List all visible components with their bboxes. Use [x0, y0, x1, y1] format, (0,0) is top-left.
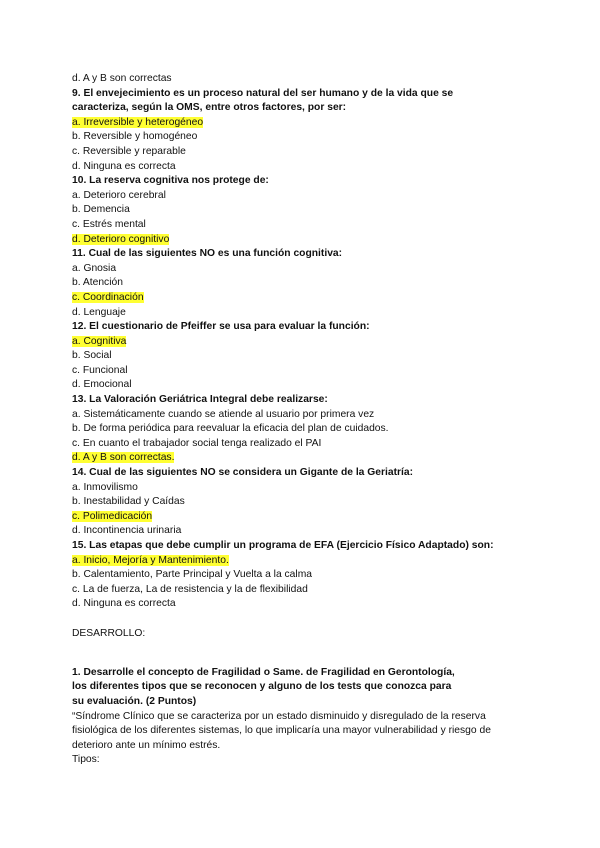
intro-answer-line: d. A y B son correctas	[72, 73, 172, 84]
answer-text: a. Gnosia	[72, 262, 117, 274]
answer-option	[72, 335, 560, 350]
development-question-line: su evaluación. (2 Puntos)	[72, 695, 197, 707]
answer-option	[72, 218, 560, 233]
highlighted-answer: a. Inicio, Mejoría y Mantenimiento.	[72, 554, 229, 566]
answer-option	[72, 524, 560, 539]
answer-option	[72, 554, 560, 569]
answer-text: c. La de fuerza, La de resistencia y la de flexibilidad	[72, 583, 308, 595]
highlighted-answer: d. A y B son correctas.	[72, 452, 175, 464]
answer-option	[72, 160, 560, 175]
answer-text: c. En cuanto el trabajador social tenga realizado el PAI	[72, 437, 322, 449]
answer-option	[72, 262, 560, 277]
highlighted-answer: c. Coordinación	[72, 291, 144, 303]
answer-text: d. Emocional	[72, 379, 132, 391]
answer-text: b. Atención	[72, 277, 123, 289]
answer-option	[72, 422, 560, 437]
answer-option	[72, 349, 560, 364]
answer-option	[72, 583, 560, 598]
development-question	[72, 666, 560, 710]
answer-text: c. Reversible y reparable	[72, 145, 186, 157]
question-title: 9. El envejecimiento es un proceso natural del ser humano y de la vida que se	[72, 87, 454, 99]
answer-text: b. De forma periódica para reevaluar la eficacia del plan de cuidados.	[72, 423, 389, 435]
answer-text: b. Inestabilidad y Caídas	[72, 496, 185, 508]
answer-option	[72, 597, 560, 612]
question-block	[72, 87, 560, 175]
answer-text: d. Incontinencia urinaria	[72, 525, 182, 537]
answer-option	[72, 408, 560, 423]
answer-option	[72, 437, 560, 452]
question-title: 12. El cuestionario de Pfeiffer se usa para evaluar la función:	[72, 321, 370, 333]
question-title: 14. Cual de las siguientes NO se considera un Gigante de la Geriatría:	[72, 467, 414, 479]
question-block	[72, 174, 560, 247]
questions-list	[72, 87, 560, 612]
highlighted-answer: c. Polimedicación	[72, 510, 153, 522]
question-title: 11. Cual de las siguientes NO es una función cognitiva:	[72, 248, 343, 260]
answer-option	[72, 510, 560, 525]
highlighted-answer: a. Cognitiva	[72, 335, 127, 347]
answer-text: a. Deterioro cerebral	[72, 189, 166, 201]
question-block	[72, 539, 560, 612]
answer-text: d. Ninguna es correcta	[72, 160, 176, 172]
answer-text: d. Lenguaje	[72, 306, 126, 318]
answer-text: b. Calentamiento, Parte Principal y Vuelta a la calma	[72, 569, 313, 581]
question-title: 15. Las etapas que debe cumplir un programa de EFA (Ejercicio Físico Adaptado) son:	[72, 540, 494, 551]
answer-text: a. Sistemáticamente cuando se atiende al usuario por primera vez	[72, 408, 375, 420]
highlighted-answer: a. Irreversible y heterogéneo	[72, 116, 204, 128]
question-block	[72, 393, 560, 466]
tipos-label: Tipos:	[72, 754, 100, 766]
development-answer-paragraph: “Síndrome Clínico que se caracteriza por un estado disminuido y disregulado de la reserva fisiológica de los diferentes sistemas, lo que implicaría una mayor vulnerabilidad y riesgo de deterioro ante un mínimo estrés.	[72, 710, 491, 751]
answer-text: c. Estrés mental	[72, 218, 146, 230]
question-block	[72, 466, 560, 539]
answer-option	[72, 291, 560, 306]
answer-option	[72, 145, 560, 160]
development-heading: DESARROLLO:	[72, 627, 146, 639]
answer-option	[72, 203, 560, 218]
answer-option	[72, 364, 560, 379]
highlighted-answer: d. Deterioro cognitivo	[72, 233, 170, 245]
answer-option	[72, 378, 560, 393]
answer-option	[72, 233, 560, 248]
answer-text: b. Demencia	[72, 204, 130, 216]
question-block	[72, 247, 560, 320]
answer-option	[72, 189, 560, 204]
answer-option	[72, 495, 560, 510]
answer-option	[72, 481, 560, 496]
question-block	[72, 320, 560, 393]
development-question-line: 1. Desarrolle el concepto de Fragilidad o Same. de Fragilidad en Gerontología,	[72, 666, 455, 678]
question-title: 13. La Valoración Geriátrica Integral debe realizarse:	[72, 394, 328, 406]
answer-option	[72, 568, 560, 583]
answer-option	[72, 451, 560, 466]
answer-text: b. Reversible y homogéneo	[72, 131, 198, 143]
development-question-line: los diferentes tipos que se reconocen y alguno de los tests que conozca para	[72, 681, 452, 693]
answer-option	[72, 276, 560, 291]
answer-text: c. Funcional	[72, 364, 128, 376]
answer-text: d. Ninguna es correcta	[72, 598, 176, 610]
answer-option	[72, 306, 560, 321]
question-title: caracteriza, según la OMS, entre otros factores, por ser:	[72, 102, 347, 114]
answer-option	[72, 116, 560, 131]
answer-option	[72, 130, 560, 145]
answer-text: a. Inmovilismo	[72, 481, 138, 493]
question-title: 10. La reserva cognitiva nos protege de:	[72, 175, 269, 187]
answer-text: b. Social	[72, 350, 112, 362]
